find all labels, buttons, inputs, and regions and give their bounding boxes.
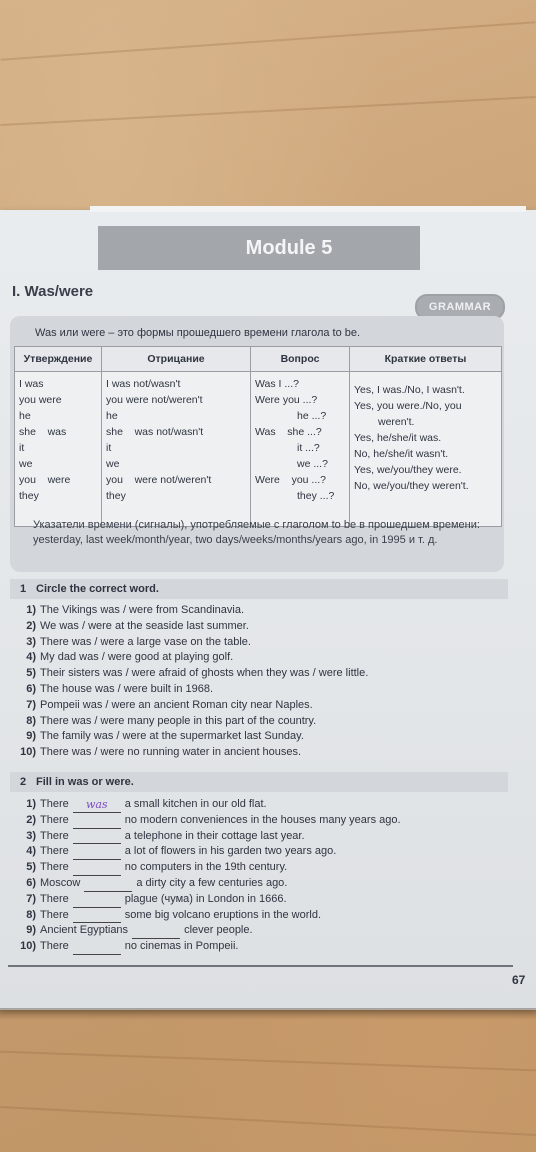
item-rest: a lot of flowers in his garden two years ago. (124, 845, 337, 858)
item-number: 3) (26, 829, 36, 842)
item-text[interactable]: There was / were a large vase on the table. (40, 635, 251, 648)
question-line: Were you ...? (255, 474, 327, 486)
short-answer-line: Yes, I was./No, I wasn't. (354, 384, 465, 396)
item-rest: some big volcano eruptions in the world. (124, 908, 322, 921)
item-rest: a dirty city a few centuries ago. (136, 876, 288, 889)
exercise-2-item (12, 939, 401, 955)
wood-grain (1, 21, 536, 60)
negative-line: she was not/wasn't (106, 426, 204, 438)
header-affirmative: Утверждение (15, 347, 102, 372)
item-number: 7) (26, 892, 36, 905)
item-rest: no cinemas in Pompeii. (124, 940, 239, 953)
affirmative-line: you were (19, 394, 62, 406)
item-rest: clever people. (184, 924, 253, 937)
affirmative-line: we (19, 458, 33, 470)
negative-line: you were not/weren't (106, 394, 203, 406)
question-line: Was she ...? (255, 426, 322, 438)
item-text[interactable]: Pompeii was / were an ancient Roman city near Naples. (40, 698, 313, 711)
answer-blank[interactable] (84, 876, 132, 892)
exercise-1-title: Circle the correct word. (36, 583, 159, 595)
item-text[interactable]: We was / were at the seaside last summer. (40, 619, 249, 632)
negative-line: he (106, 410, 118, 422)
grammar-table (14, 346, 502, 527)
answer-blank[interactable] (73, 860, 121, 876)
item-rest: no modern conveniences in the houses many years ago. (124, 813, 401, 826)
answer-blank[interactable] (73, 939, 121, 955)
item-number: 4) (26, 845, 36, 858)
item-number: 6) (26, 876, 36, 889)
item-text[interactable]: There was / were many people in this part of the country. (40, 714, 317, 727)
item-number: 1) (26, 798, 36, 810)
answer-blank[interactable]: was (73, 797, 121, 813)
answer-blank[interactable] (132, 923, 180, 939)
item-number: 8) (26, 714, 36, 727)
exercise-2-title: Fill in was or were. (36, 776, 134, 788)
short-answer-line: Yes, he/she/it was. (354, 432, 442, 444)
item-text[interactable]: The house was / were built in 1968. (40, 682, 214, 695)
exercise-1-item (12, 698, 368, 714)
exercise-2-item (12, 892, 401, 908)
exercise-2-header (10, 772, 508, 792)
item-number: 9) (26, 924, 36, 937)
exercise-2-item (12, 829, 401, 845)
item-subject: There (40, 940, 69, 953)
item-number: 7) (26, 698, 36, 711)
short-answer-line: No, he/she/it wasn't. (354, 448, 449, 460)
answer-blank[interactable] (73, 908, 121, 924)
header-short-answers: Краткие ответы (350, 347, 502, 372)
exercise-2-item (12, 797, 401, 813)
exercise-2-item (12, 813, 401, 829)
affirmative-line: they (19, 490, 39, 502)
header-question: Вопрос (251, 347, 350, 372)
item-number: 5) (26, 667, 36, 680)
module-banner (98, 226, 420, 270)
item-subject: There (40, 798, 69, 810)
affirmative-line: he (19, 410, 31, 422)
item-text[interactable]: My dad was / were good at playing golf. (40, 651, 234, 664)
section-title: I. Was/were (12, 283, 94, 300)
affirmative-line: you were (19, 474, 71, 486)
exercise-2-item (12, 876, 401, 892)
page-shadow (0, 1008, 536, 1020)
answer-blank[interactable] (73, 829, 121, 845)
exercise-2-item (12, 844, 401, 860)
question-cell (251, 372, 350, 527)
item-rest: a small kitchen in our old flat. (124, 798, 267, 810)
negative-line: they (106, 490, 126, 502)
negative-cell (102, 372, 251, 527)
item-subject: Ancient Egyptians (40, 924, 129, 937)
item-number: 4) (26, 651, 36, 664)
item-number: 9) (26, 730, 36, 743)
short-answer-line: Yes, we/you/they were. (354, 464, 462, 476)
short-answer-line: Yes, you were./No, you (354, 400, 462, 412)
item-subject: There (40, 845, 69, 858)
item-text[interactable]: Their sisters was / were afraid of ghosts when they was / were little. (40, 667, 369, 680)
affirmative-cell (15, 372, 102, 527)
item-number: 10) (20, 940, 36, 953)
time-signals-note: Указатели времени (сигналы), употребляемые с глаголом to be в прошедшем времени: yesterday, last week/month/year, two days/weeks/months/years ago, in 1995 и т. д. (33, 519, 480, 546)
question-line: he ...? (297, 410, 327, 422)
exercise-1-number: 1 (19, 583, 27, 595)
item-number: 3) (26, 635, 36, 648)
item-subject: There (40, 861, 69, 874)
exercise-2-list (12, 797, 401, 955)
wood-grain (0, 1051, 536, 1072)
exercise-1-item (12, 666, 368, 682)
item-number: 1) (26, 604, 36, 616)
item-number: 6) (26, 682, 36, 695)
exercise-1-item (12, 619, 368, 635)
item-text[interactable]: There was / were no running water in ancient houses. (40, 746, 302, 759)
exercise-2-number: 2 (19, 776, 27, 788)
item-rest: a telephone in their cottage last year. (124, 829, 305, 842)
negative-line: it (106, 442, 112, 454)
question-line: they ...? (297, 490, 335, 502)
grammar-caption: Was или were – это формы прошедшего времени глагола to be. (35, 327, 361, 339)
footer-rule (8, 965, 513, 967)
question-line: Were you ...? (255, 394, 318, 406)
question-line: it ...? (297, 442, 320, 454)
affirmative-line: it (19, 442, 25, 454)
exercise-1-item (12, 650, 368, 666)
short-answer-line: No, we/you/they weren't. (354, 480, 469, 492)
affirmative-line: she was (19, 426, 67, 438)
item-subject: There (40, 829, 69, 842)
exercise-1-list (12, 603, 368, 761)
item-number: 10) (20, 746, 36, 759)
question-line: Was I ...? (255, 378, 299, 390)
page-edge (90, 206, 526, 212)
item-subject: There (40, 813, 69, 826)
short-answer-line: weren't. (378, 416, 415, 428)
question-line: we ...? (297, 458, 328, 470)
item-subject: Moscow (40, 876, 81, 889)
exercise-1-item (12, 682, 368, 698)
wood-grain (0, 96, 535, 126)
item-number: 2) (26, 813, 36, 826)
module-title: Module 5 (245, 236, 333, 259)
item-number: 5) (26, 861, 36, 874)
exercise-2-item (12, 860, 401, 876)
negative-line: we (106, 458, 120, 470)
exercise-1-header (10, 579, 508, 599)
exercise-1-item (12, 714, 368, 730)
exercise-2-item (12, 923, 401, 939)
exercise-1-item (12, 603, 368, 619)
item-subject: There (40, 892, 69, 905)
header-negative: Отрицание (102, 347, 251, 372)
item-text[interactable]: The family was / were at the supermarket last Sunday. (40, 730, 304, 743)
exercise-1-item (12, 729, 368, 745)
answer-blank[interactable] (73, 813, 121, 829)
page-number: 67 (512, 973, 526, 987)
answer-blank[interactable] (73, 844, 121, 860)
short-answers-cell (350, 372, 502, 527)
item-number: 8) (26, 908, 36, 921)
affirmative-line: I was (19, 378, 44, 390)
item-rest: plague (чума) in London in 1666. (124, 892, 287, 905)
grammar-badge: GRAMMAR (415, 294, 505, 320)
exercise-1-item (12, 745, 368, 761)
negative-line: you were not/weren't (106, 474, 212, 486)
exercise-1-item (12, 635, 368, 651)
answer-blank[interactable] (73, 892, 121, 908)
item-text[interactable]: The Vikings was / were from Scandinavia. (40, 604, 244, 616)
item-number: 2) (26, 619, 36, 632)
item-rest: no computers in the 19th century. (124, 861, 288, 874)
wood-grain (0, 1106, 535, 1136)
exercise-2-item (12, 908, 401, 924)
negative-line: I was not/wasn't (106, 378, 181, 390)
item-subject: There (40, 908, 69, 921)
